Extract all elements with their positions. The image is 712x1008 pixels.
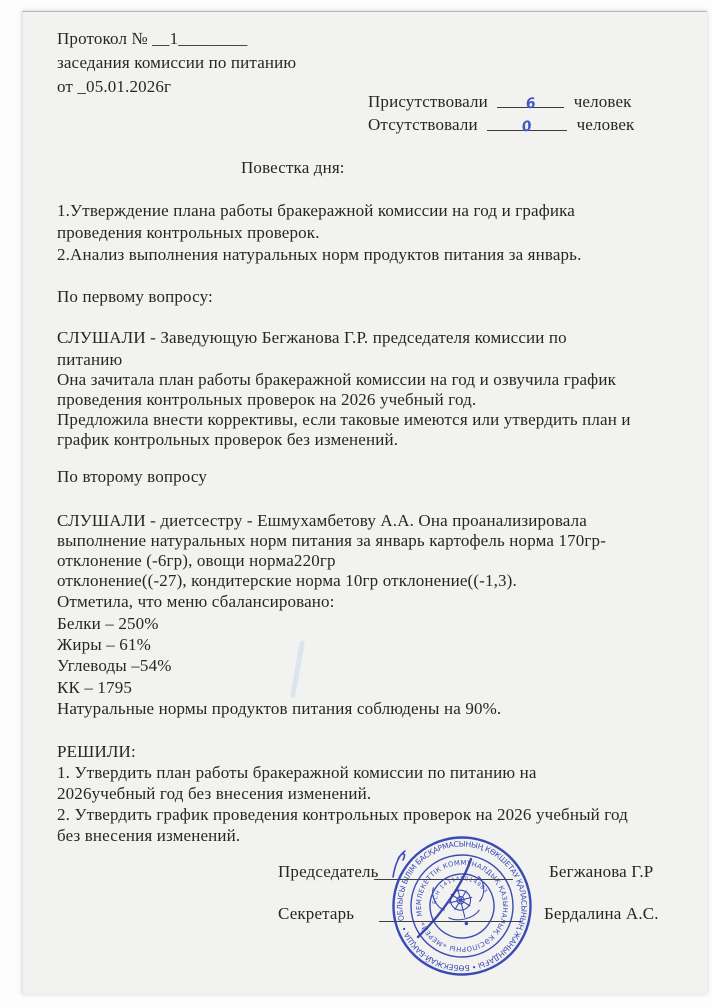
secretary-name: Бердалина А.С.: [544, 904, 659, 923]
question-2-line-4: отклонение((-27), кондитерские норма 10гр отклонение((-1,3).: [57, 571, 517, 590]
agenda-item-1-line-1: 1.Утверждение плана работы бракеражной комиссии на год и графика: [57, 201, 575, 220]
ink-smudge: [290, 640, 305, 698]
question-1-heading: По первому вопросу:: [57, 287, 213, 306]
question-2-line-5: Отметила, что меню сбалансировано:: [57, 592, 335, 611]
attendance-absent-value: 0: [520, 118, 534, 136]
attendance-present-label: Присутствовали: [368, 92, 488, 111]
chairman-name: Бегжанова Г.Р: [549, 862, 654, 881]
agenda-item-1-line-2: проведения контрольных проверок.: [57, 223, 320, 242]
nutrition-carbs: Углеводы –54%: [57, 656, 172, 675]
question-1-line-4: проведения контрольных проверок на 2026 учебный год.: [57, 390, 477, 409]
attendance-absent-label: Отсутствовали: [368, 115, 478, 134]
stamp-bin-text: БСН 141140014983: [432, 875, 488, 905]
attendance-present-row: [368, 92, 632, 112]
question-2-line-3: отклонение (-6гр), овощи норма220гр: [57, 551, 336, 570]
resolution-item-2-line-2: без внесения изменений.: [57, 826, 241, 845]
nutrition-summary: Натуральные нормы продуктов питания соблюдены на 90%.: [57, 699, 502, 718]
attendance-present-blank: [497, 92, 564, 113]
secretary-signature-stroke: [413, 855, 483, 945]
nutrition-calories: КК – 1795: [57, 678, 133, 697]
protocol-subtitle-line: заседания комиссии по питанию: [57, 53, 297, 72]
chairman-label: Председатель: [278, 862, 379, 881]
stamp-outer-ring-text: ОБЛЫСЫ БІЛІМ БАСҚАРМАСЫНЫҢ КӨКШЕТАУ ҚАЛАСЫНЫҢ ЖАНЫНДАҒЫ • БӨБЕКЖАЙ-БАҚША •: [395, 839, 529, 973]
attendance-absent-row: [368, 115, 634, 135]
nutrition-proteins: Белки – 250%: [57, 614, 159, 633]
question-2-heading: По второму вопросу: [57, 467, 207, 486]
question-1-line-6: график контрольных проверок без изменений.: [57, 430, 399, 449]
question-1-line-5: Предложила внести коррективы, если таковые имеются или утвердить план и: [57, 410, 631, 429]
secretary-label: Секретарь: [278, 904, 355, 923]
agenda-item-2: 2.Анализ выполнения натуральных норм продуктов питания за январь.: [57, 245, 582, 264]
agenda-title: Повестка дня:: [241, 158, 345, 177]
stamp-inner-ring-text: МЕМЛЕКЕТТІК КОММУНАЛДЫҚ ҚАЗЫНАЛЫҚ КӘСІПОРНЫ «МЕРЕЙ»: [414, 858, 510, 954]
resolution-item-1-line-1: 1. Утвердить план работы бракеражной комиссии по питанию на: [57, 763, 537, 782]
attendance-absent-unit: человек: [576, 115, 635, 134]
attendance-present-value: 6: [524, 95, 538, 113]
attendance-absent-blank: [487, 115, 567, 136]
question-1-line-1: СЛУШАЛИ - Заведующую Бегжанова Г.Р. председателя комиссии по: [57, 328, 567, 347]
resolution-heading: РЕШИЛИ:: [57, 742, 136, 761]
resolution-item-2-line-1: 2. Утвердить график проведения контрольных проверок на 2026 учебный год: [57, 805, 628, 824]
protocol-number-line: Протокол № __1________: [57, 29, 248, 48]
attendance-present-unit: человек: [573, 92, 632, 111]
protocol-date-line: от _05.01.2026г: [57, 77, 172, 96]
resolution-item-1-line-2: 2026учебный год без внесения изменений.: [57, 784, 372, 803]
document-page: [22, 11, 707, 994]
question-2-line-1: СЛУШАЛИ - диетсестру - Ешмухамбетову А.А. Она проанализировала: [57, 511, 587, 530]
nutrition-fats: Жиры – 61%: [57, 635, 151, 654]
question-2-line-2: выполнение натуральных норм питания за январь картофель норма 170гр-: [57, 531, 607, 550]
question-1-line-3: Она зачитала план работы бракеражной комиссии на год и озвучила график: [57, 370, 617, 389]
question-1-line-2: питанию: [57, 350, 123, 369]
